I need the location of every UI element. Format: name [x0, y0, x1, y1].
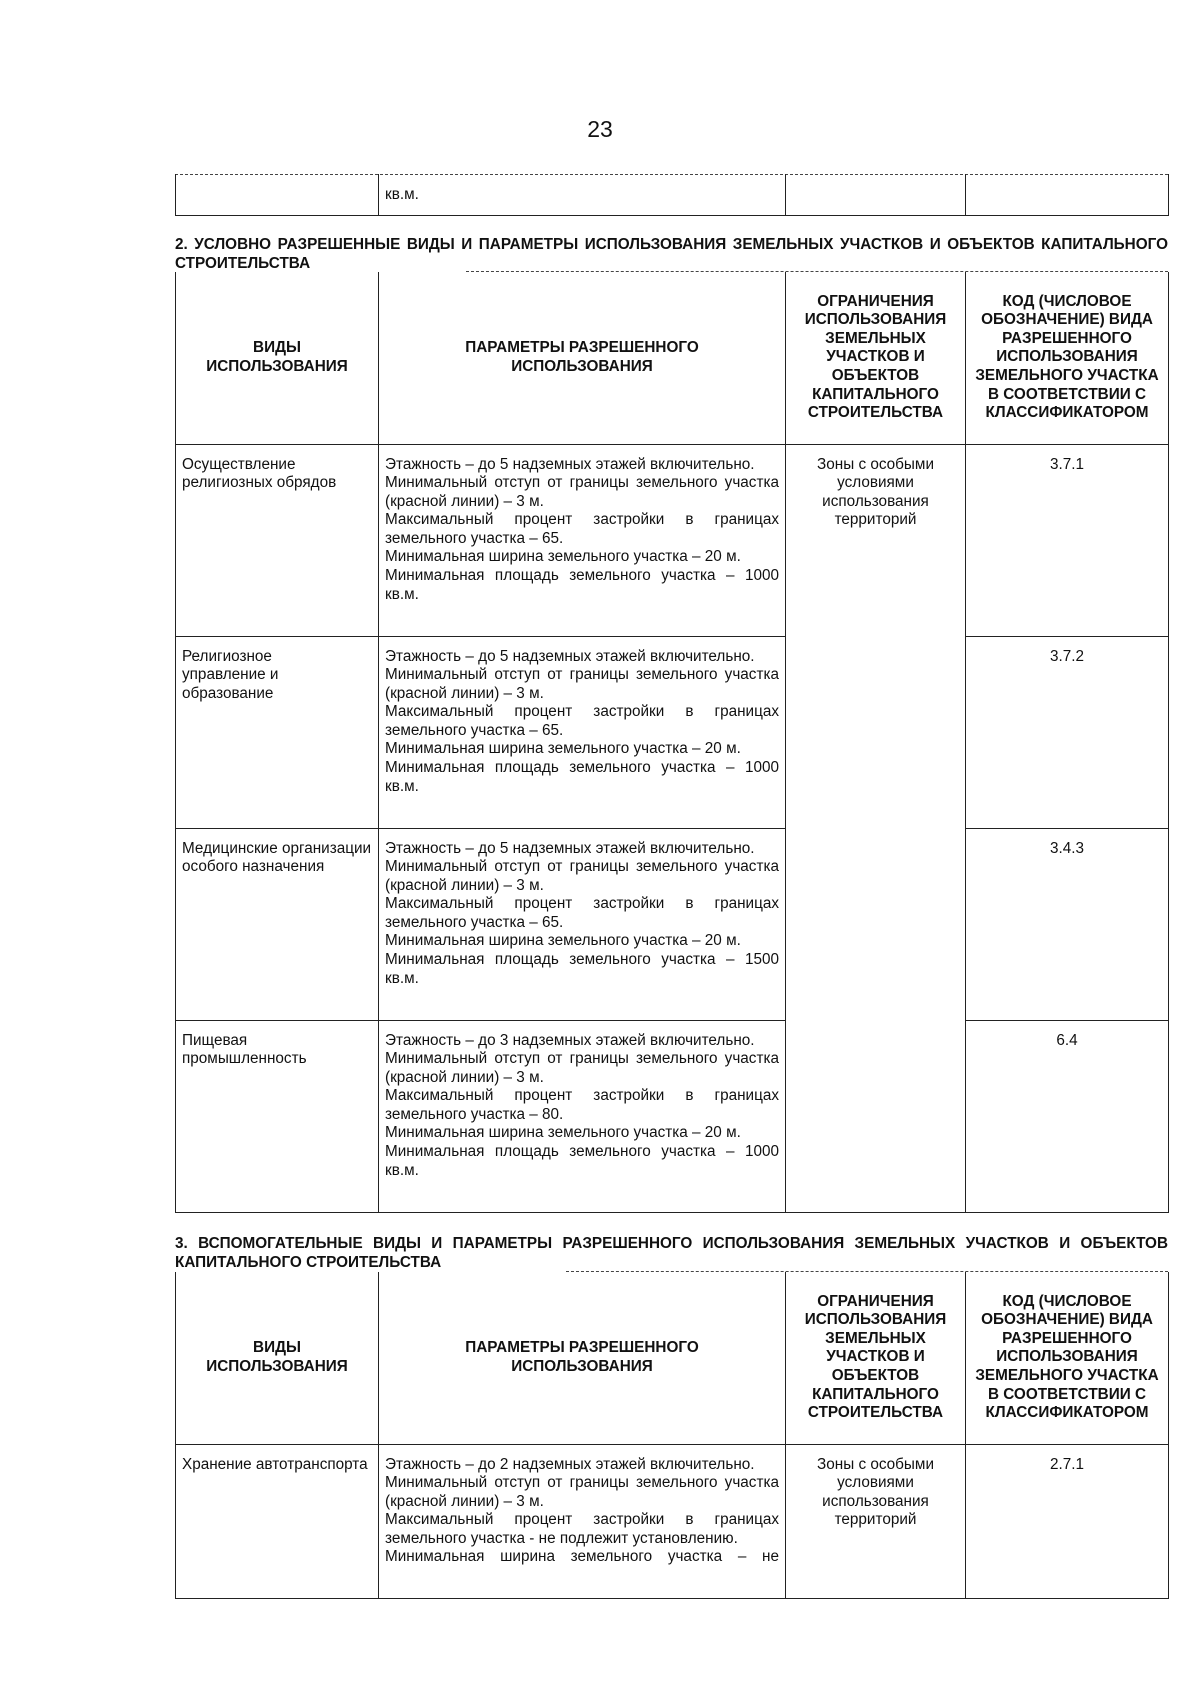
section3-title: 3. ВСПОМОГАТЕЛЬНЫЕ ВИДЫ И ПАРАМЕТРЫ РАЗРЕШЕННОГО ИСПОЛЬЗОВАНИЯ ЗЕМЕЛЬНЫХ УЧАСТКОВ И ОБЪЕКТОВ КАПИТАЛЬНОГО СТРОИТЕЛЬСТВА	[175, 1235, 1168, 1271]
continuation-table	[175, 174, 1169, 216]
page-number: 23	[587, 116, 613, 142]
restriction-cell: Зоны с особыми условиями использования территорий	[786, 444, 966, 1212]
params-cell	[379, 444, 786, 636]
section2-title: 2. УСЛОВНО РАЗРЕШЕННЫЕ ВИДЫ И ПАРАМЕТРЫ ИСПОЛЬЗОВАНИЯ ЗЕМЕЛЬНЫХ УЧАСТКОВ И ОБЪЕКТОВ КАПИТАЛЬНОГО СТРОИТЕЛЬСТВА	[175, 236, 1168, 272]
table-row	[176, 1444, 1169, 1598]
param-line: Этажность – до 2 надземных этажей включительно.	[385, 1455, 755, 1473]
param-line: Максимальный процент застройки в границах земельного участка - не подлежит установлению.	[385, 1511, 779, 1547]
code-cell: 6.4	[966, 1020, 1169, 1212]
restriction-cell: Зоны с особыми условиями использования территорий	[786, 1444, 966, 1598]
use-cell: Религиозное управление и образование	[176, 636, 379, 828]
table-row	[176, 174, 1169, 215]
table-row	[176, 636, 1169, 828]
code-cell: 3.7.1	[966, 444, 1169, 636]
param-line: Минимальный отступ от границы земельного участка (красной линии) – 3 м.	[385, 858, 779, 894]
param-line: Минимальная ширина земельного участка – 20 м.	[385, 932, 741, 950]
param-line: Минимальный отступ от границы земельного участка (красной линии) – 3 м.	[385, 1050, 779, 1086]
param-line: Минимальная площадь земельного участка – 1000 кв.м.	[385, 759, 779, 795]
header-params: ПАРАМЕТРЫ РАЗРЕШЕННОГО ИСПОЛЬЗОВАНИЯ	[379, 1272, 786, 1444]
code-cell: 2.7.1	[966, 1444, 1169, 1598]
table-row	[176, 828, 1169, 1020]
continuation-params-cell: кв.м.	[379, 174, 786, 215]
params-cell	[379, 636, 786, 828]
param-line: Этажность – до 5 надземных этажей включительно.	[385, 839, 755, 857]
header-use: ВИДЫ ИСПОЛЬЗОВАНИЯ	[176, 1272, 379, 1444]
param-line: Минимальный отступ от границы земельного участка (красной линии) – 3 м.	[385, 474, 779, 510]
header-row	[176, 272, 1169, 444]
param-line: Максимальный процент застройки в границах земельного участка – 65.	[385, 511, 779, 547]
header-code: КОД (ЧИСЛОВОЕ ОБОЗНАЧЕНИЕ) ВИДА РАЗРЕШЕННОГО ИСПОЛЬЗОВАНИЯ ЗЕМЕЛЬНОГО УЧАСТКА В СООТВЕТСТВИИ С КЛАССИФИКАТОРОМ	[966, 272, 1169, 444]
use-cell: Осуществление религиозных обрядов	[176, 444, 379, 636]
param-line: Минимальный отступ от границы земельного участка (красной линии) – 3 м.	[385, 666, 779, 702]
param-line: Минимальная ширина земельного участка – 20 м.	[385, 740, 741, 758]
params-cell	[379, 1020, 786, 1212]
param-line: Минимальная ширина земельного участка – 20 м.	[385, 548, 741, 566]
header-restrictions: ОГРАНИЧЕНИЯ ИСПОЛЬЗОВАНИЯ ЗЕМЕЛЬНЫХ УЧАСТКОВ И ОБЪЕКТОВ КАПИТАЛЬНОГО СТРОИТЕЛЬСТВА	[786, 272, 966, 444]
continuation-restriction-cell	[786, 174, 966, 215]
param-line: Максимальный процент застройки в границах земельного участка – 65.	[385, 895, 779, 931]
header-use: ВИДЫ ИСПОЛЬЗОВАНИЯ	[176, 272, 379, 444]
param-line: Максимальный процент застройки в границах земельного участка – 65.	[385, 703, 779, 739]
param-line: Минимальная площадь земельного участка – 1000 кв.м.	[385, 567, 779, 603]
param-line: Минимальная ширина земельного участка – не	[385, 1548, 779, 1566]
use-cell: Медицинские организации особого назначения	[176, 828, 379, 1020]
param-line: Этажность – до 5 надземных этажей включительно.	[385, 455, 755, 473]
header-restrictions: ОГРАНИЧЕНИЯ ИСПОЛЬЗОВАНИЯ ЗЕМЕЛЬНЫХ УЧАСТКОВ И ОБЪЕКТОВ КАПИТАЛЬНОГО СТРОИТЕЛЬСТВА	[786, 1272, 966, 1444]
param-line: Этажность – до 5 надземных этажей включительно.	[385, 647, 755, 665]
param-line: Минимальная площадь земельного участка – 1000 кв.м.	[385, 1143, 779, 1179]
table-row	[176, 444, 1169, 636]
continuation-use-cell	[176, 174, 379, 215]
param-line: Минимальная ширина земельного участка – 20 м.	[385, 1124, 741, 1142]
param-line: Минимальный отступ от границы земельного участка (красной линии) – 3 м.	[385, 1474, 779, 1510]
section3-table	[175, 1272, 1169, 1599]
params-cell	[379, 828, 786, 1020]
header-code: КОД (ЧИСЛОВОЕ ОБОЗНАЧЕНИЕ) ВИДА РАЗРЕШЕННОГО ИСПОЛЬЗОВАНИЯ ЗЕМЕЛЬНОГО УЧАСТКА В СООТВЕТСТВИИ С КЛАССИФИКАТОРОМ	[966, 1272, 1169, 1444]
code-cell: 3.4.3	[966, 828, 1169, 1020]
param-line: Этажность – до 3 надземных этажей включительно.	[385, 1031, 755, 1049]
header-row	[176, 1272, 1169, 1444]
param-line: Минимальная площадь земельного участка – 1500 кв.м.	[385, 951, 779, 987]
use-cell: Хранение автотранспорта	[176, 1444, 379, 1598]
code-cell: 3.7.2	[966, 636, 1169, 828]
param-line: Максимальный процент застройки в границах земельного участка – 80.	[385, 1087, 779, 1123]
params-cell	[379, 1444, 786, 1598]
table-row	[176, 1020, 1169, 1212]
header-params: ПАРАМЕТРЫ РАЗРЕШЕННОГО ИСПОЛЬЗОВАНИЯ	[379, 272, 786, 444]
section2-table	[175, 272, 1169, 1213]
use-cell: Пищевая промышленность	[176, 1020, 379, 1212]
continuation-code-cell	[966, 174, 1169, 215]
